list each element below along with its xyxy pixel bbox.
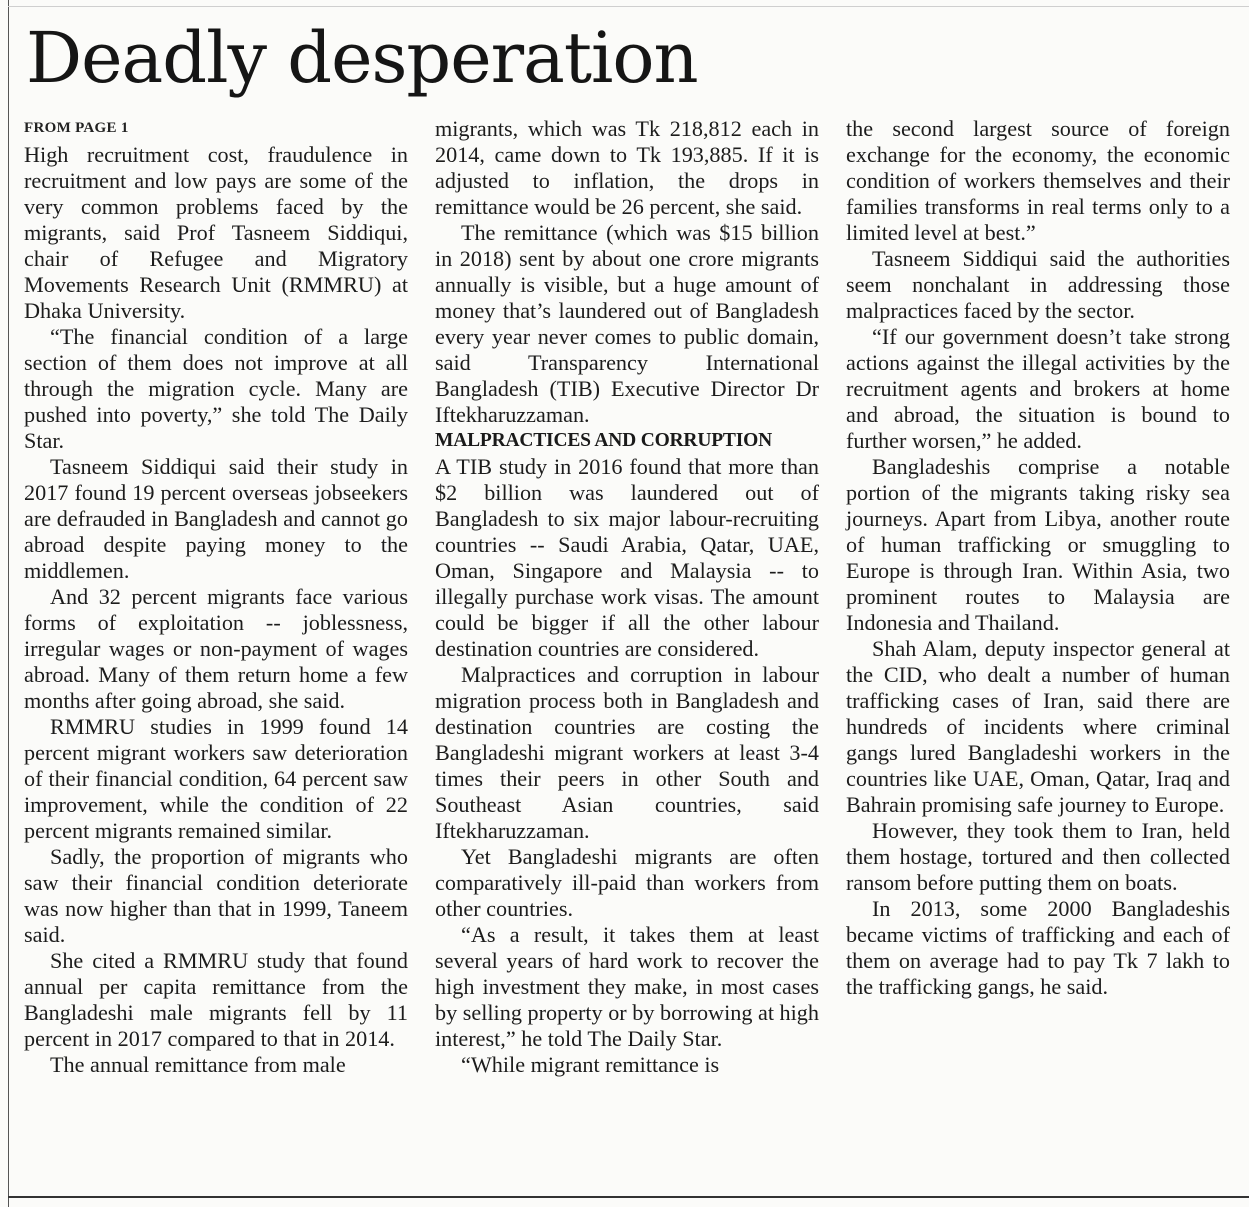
section-subhead: MALPRACTICES AND CORRUPTION — [435, 430, 772, 451]
paragraph: migrants, which was Tk 218,812 each in 2014, came down to Tk 193,885. If it is adjusted to inflation, the drops in remittance would be 26 percent, she said. — [435, 116, 819, 219]
paragraph: “As a result, it takes them at least several years of hard work to recover the high investment they make, in most cases by selling property or by borrowing at high interest,” he told The Daily Star. — [435, 922, 819, 1051]
paragraph: However, they took them to Iran, held them hostage, tortured and then collected ransom before putting them on boats. — [846, 818, 1230, 895]
bottom-rule — [8, 1196, 1249, 1198]
paragraph: And 32 percent migrants face various forms of exploitation -- joblessness, irregular wages or non-payment of wages abroad. Many of them return home a few months after going abroad, she said. — [24, 584, 408, 713]
kicker-from-page: FROM PAGE 1 — [24, 120, 129, 136]
paragraph: RMMRU studies in 1999 found 14 percent migrant workers saw deterioration of their financial condition, 64 percent saw improvement, while the condition of 22 percent migrants remained similar. — [24, 714, 408, 843]
paragraph: The remittance (which was $15 billion in 2018) sent by about one crore migrants annually is visible, but a huge amount of money that’s laundered out of Bangladesh every year never comes to public domain, said Transparency International Bangladesh (TIB) Executive Director Dr Iftekharuzzaman. — [435, 220, 819, 427]
paragraph: Yet Bangladeshi migrants are often comparatively ill-paid than workers from other countries. — [435, 844, 819, 921]
paragraph: Malpractices and corruption in labour migration process both in Bangladesh and destination countries are costing the Bangladeshi migrant workers at least 3-4 times their peers in other South and Southeast Asian countries, said Iftekharuzzaman. — [435, 662, 819, 843]
paragraph: In 2013, some 2000 Bangladeshis became victims of trafficking and each of them on average had to pay Tk 7 lakh to the trafficking gangs, he said. — [846, 896, 1230, 999]
paragraph: Bangladeshis comprise a notable portion of the migrants taking risky sea journeys. Apart from Libya, another route of human trafficking or smuggling to Europe is through Iran. Within Asia, two prominent routes to Malaysia are Indonesia and Thailand. — [846, 454, 1230, 635]
paragraph: High recruitment cost, fraudulence in recruitment and low pays are some of the very common problems faced by the migrants, said Prof Tasneem Siddiqui, chair of Refugee and Migratory Movements Research Unit (RMMRU) at Dhaka University. — [24, 142, 408, 323]
paragraph: “The financial condition of a large section of them does not improve at all through the migration cycle. Many are pushed into poverty,” she told The Daily Star. — [24, 324, 408, 453]
paragraph: “If our government doesn’t take strong actions against the illegal activities by the recruitment agents and brokers at home and abroad, the situation is bound to further worsen,” he added. — [846, 324, 1230, 453]
top-rule — [8, 6, 1249, 7]
paragraph: Tasneem Siddiqui said their study in 2017 found 19 percent overseas jobseekers are defrauded in Bangladesh and cannot go abroad despite paying money to the middlemen. — [24, 454, 408, 583]
paragraph: Tasneem Siddiqui said the authorities seem nonchalant in addressing those malpractices faced by the sector. — [846, 246, 1230, 323]
article-column-2 — [435, 114, 819, 1078]
paragraph: Sadly, the proportion of migrants who saw their financial condition deteriorate was now higher than that in 1999, Taneem said. — [24, 844, 408, 947]
paragraph: Shah Alam, deputy inspector general at the CID, who dealt a number of human trafficking cases of Iran, said there are hundreds of incidents where criminal gangs lured Bangladeshi workers in the countries like UAE, Oman, Qatar, Iraq and Bahrain promising safe journey to Europe. — [846, 636, 1230, 817]
paragraph: A TIB study in 2016 found that more than $2 billion was laundered out of Bangladesh to six major labour-recruiting countries -- Saudi Arabia, Qatar, UAE, Oman, Singapore and Malaysia -- to illegally purchase work visas. The amount could be bigger if all the other labour destination countries are considered. — [435, 454, 819, 661]
left-column-rule — [8, 0, 9, 1207]
article-column-3 — [846, 114, 1230, 1000]
article-column-1 — [24, 114, 408, 1078]
paragraph: She cited a RMMRU study that found annual per capita remittance from the Bangladeshi male migrants fell by 11 percent in 2017 compared to that in 2014. — [24, 948, 408, 1051]
paragraph: the second largest source of foreign exchange for the economy, the economic condition of workers themselves and their families transforms in real terms only to a limited level at best.” — [846, 116, 1230, 245]
article-headline: Deadly desperation — [26, 17, 698, 99]
paragraph: The annual remittance from male — [50, 1052, 346, 1077]
paragraph: “While migrant remittance is — [461, 1052, 720, 1077]
